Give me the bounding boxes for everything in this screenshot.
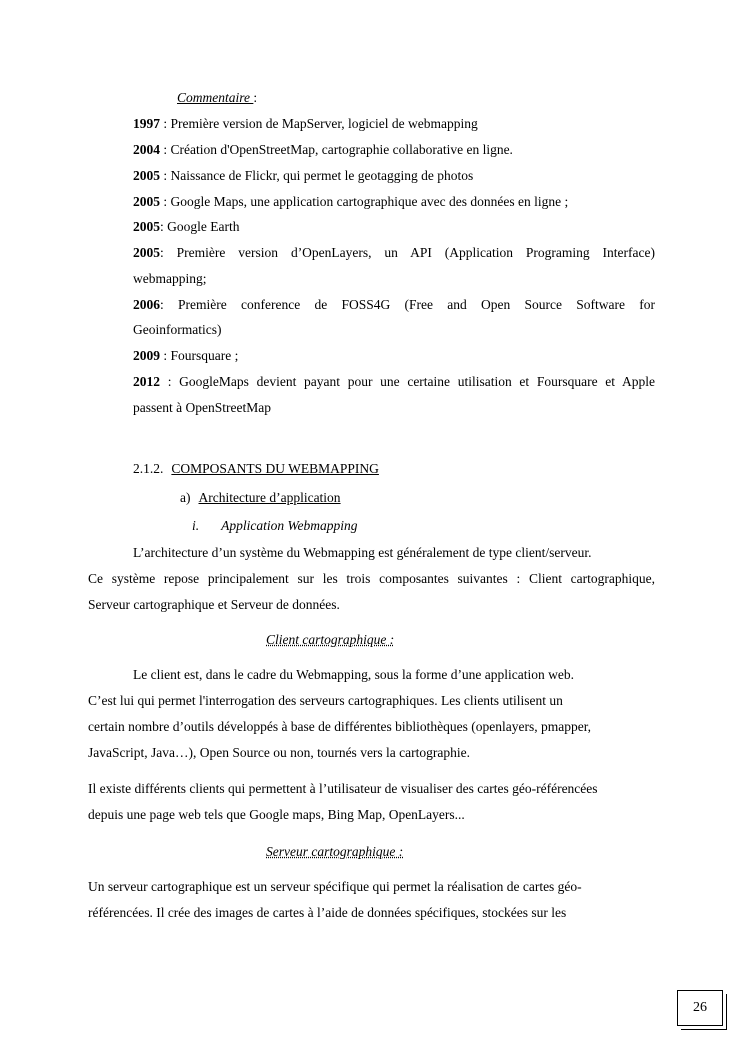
- paragraph-line: Ce système repose principalement sur les trois composantes suivantes : Client cartographique,: [88, 571, 655, 586]
- timeline-text: : Première conference de FOSS4G (Free and Open Source Software for: [160, 297, 655, 312]
- subsection-a-marker: a): [180, 490, 191, 505]
- commentaire-heading-colon: :: [253, 90, 258, 105]
- section-title: COMPOSANTS DU WEBMAPPING: [171, 461, 379, 476]
- timeline-entry: [133, 168, 473, 184]
- paragraph-line: Il existe différents clients qui permettent à l’utilisateur de visualiser des cartes géo-référencées: [88, 781, 598, 796]
- serveur-cartographique-heading: [266, 844, 403, 860]
- section-number: 2.1.2.: [133, 461, 164, 476]
- timeline-text: : Foursquare ;: [160, 348, 239, 363]
- timeline-text: : Naissance de Flickr, qui permet le geotagging de photos: [160, 168, 474, 183]
- timeline-year: 2005: [133, 194, 160, 209]
- timeline-text: : Google Maps, une application cartographique avec des données en ligne ;: [160, 194, 569, 209]
- commentaire-heading: [177, 90, 257, 106]
- timeline-entry: [133, 219, 239, 235]
- paragraph-line: Le client est, dans le cadre du Webmapping, sous la forme d’une application web.: [133, 667, 575, 682]
- page-number-box: [677, 990, 723, 1026]
- paragraph-line: référencées. Il crée des images de cartes à l’aide de données spécifiques, stockées sur les: [88, 905, 567, 920]
- page-number: 26: [693, 1000, 707, 1015]
- timeline-entry: [133, 297, 655, 313]
- timeline-entry: [133, 116, 478, 132]
- paragraph-line: L’architecture d’un système du Webmapping est généralement de type client/serveur.: [133, 545, 592, 560]
- timeline-year: 2004: [133, 142, 160, 157]
- timeline-entry-continuation: Geoinformatics): [133, 322, 222, 337]
- timeline-entry: [133, 245, 655, 261]
- timeline-entry-continuation: webmapping;: [133, 271, 207, 286]
- paragraph-line: C’est lui qui permet l'interrogation des serveurs cartographiques. Les clients utilisent un: [88, 693, 563, 708]
- paragraph-line: certain nombre d’outils développés à base de différentes bibliothèques (openlayers, pmapper,: [88, 719, 592, 734]
- timeline-text: : Première version d’OpenLayers, un API (Application Programing Interface): [160, 245, 655, 260]
- paragraph-line: JavaScript, Java…), Open Source ou non, tournés vers la cartographie.: [88, 745, 471, 760]
- paragraph-line: Serveur cartographique et Serveur de données.: [88, 597, 340, 612]
- timeline-text: : Google Earth: [160, 219, 240, 234]
- timeline-entry: [133, 348, 238, 364]
- timeline-year: 2006: [133, 297, 160, 312]
- subsection-a-title: Architecture d’application: [198, 490, 341, 505]
- paragraph-line: Un serveur cartographique est un serveur spécifique qui permet la réalisation de cartes géo-: [88, 879, 582, 894]
- timeline-year: 2005: [133, 245, 160, 260]
- client-cartographique-heading: [266, 632, 394, 648]
- paragraph-line: depuis une page web tels que Google maps, Bing Map, OpenLayers...: [88, 807, 465, 822]
- timeline-entry-continuation: passent à OpenStreetMap: [133, 400, 271, 415]
- timeline-year: 2009: [133, 348, 160, 363]
- timeline-entry: [133, 142, 513, 158]
- timeline-year: 2005: [133, 219, 160, 234]
- timeline-entry: [133, 194, 568, 210]
- timeline-entry: [133, 374, 655, 390]
- commentaire-heading-text: Commentaire: [177, 90, 254, 105]
- timeline-text: : Création d'OpenStreetMap, cartographie collaborative en ligne.: [160, 142, 513, 157]
- timeline-year: 2012: [133, 374, 160, 389]
- serveur-cartographique-heading-text: Serveur cartographique :: [266, 844, 404, 859]
- subsection-a-heading: [180, 490, 341, 506]
- timeline-text: : GoogleMaps devient payant pour une certaine utilisation et Foursquare et Apple: [160, 374, 655, 389]
- subsection-i-marker: i.: [192, 518, 200, 533]
- timeline-text: : Première version de MapServer, logiciel de webmapping: [160, 116, 478, 131]
- client-cartographique-heading-text: Client cartographique :: [266, 632, 395, 647]
- timeline-year: 2005: [133, 168, 160, 183]
- subsection-i-title: Application Webmapping: [221, 518, 358, 533]
- subsection-i-heading: [192, 518, 358, 534]
- timeline-year: 1997: [133, 116, 160, 131]
- section-heading: [133, 461, 379, 477]
